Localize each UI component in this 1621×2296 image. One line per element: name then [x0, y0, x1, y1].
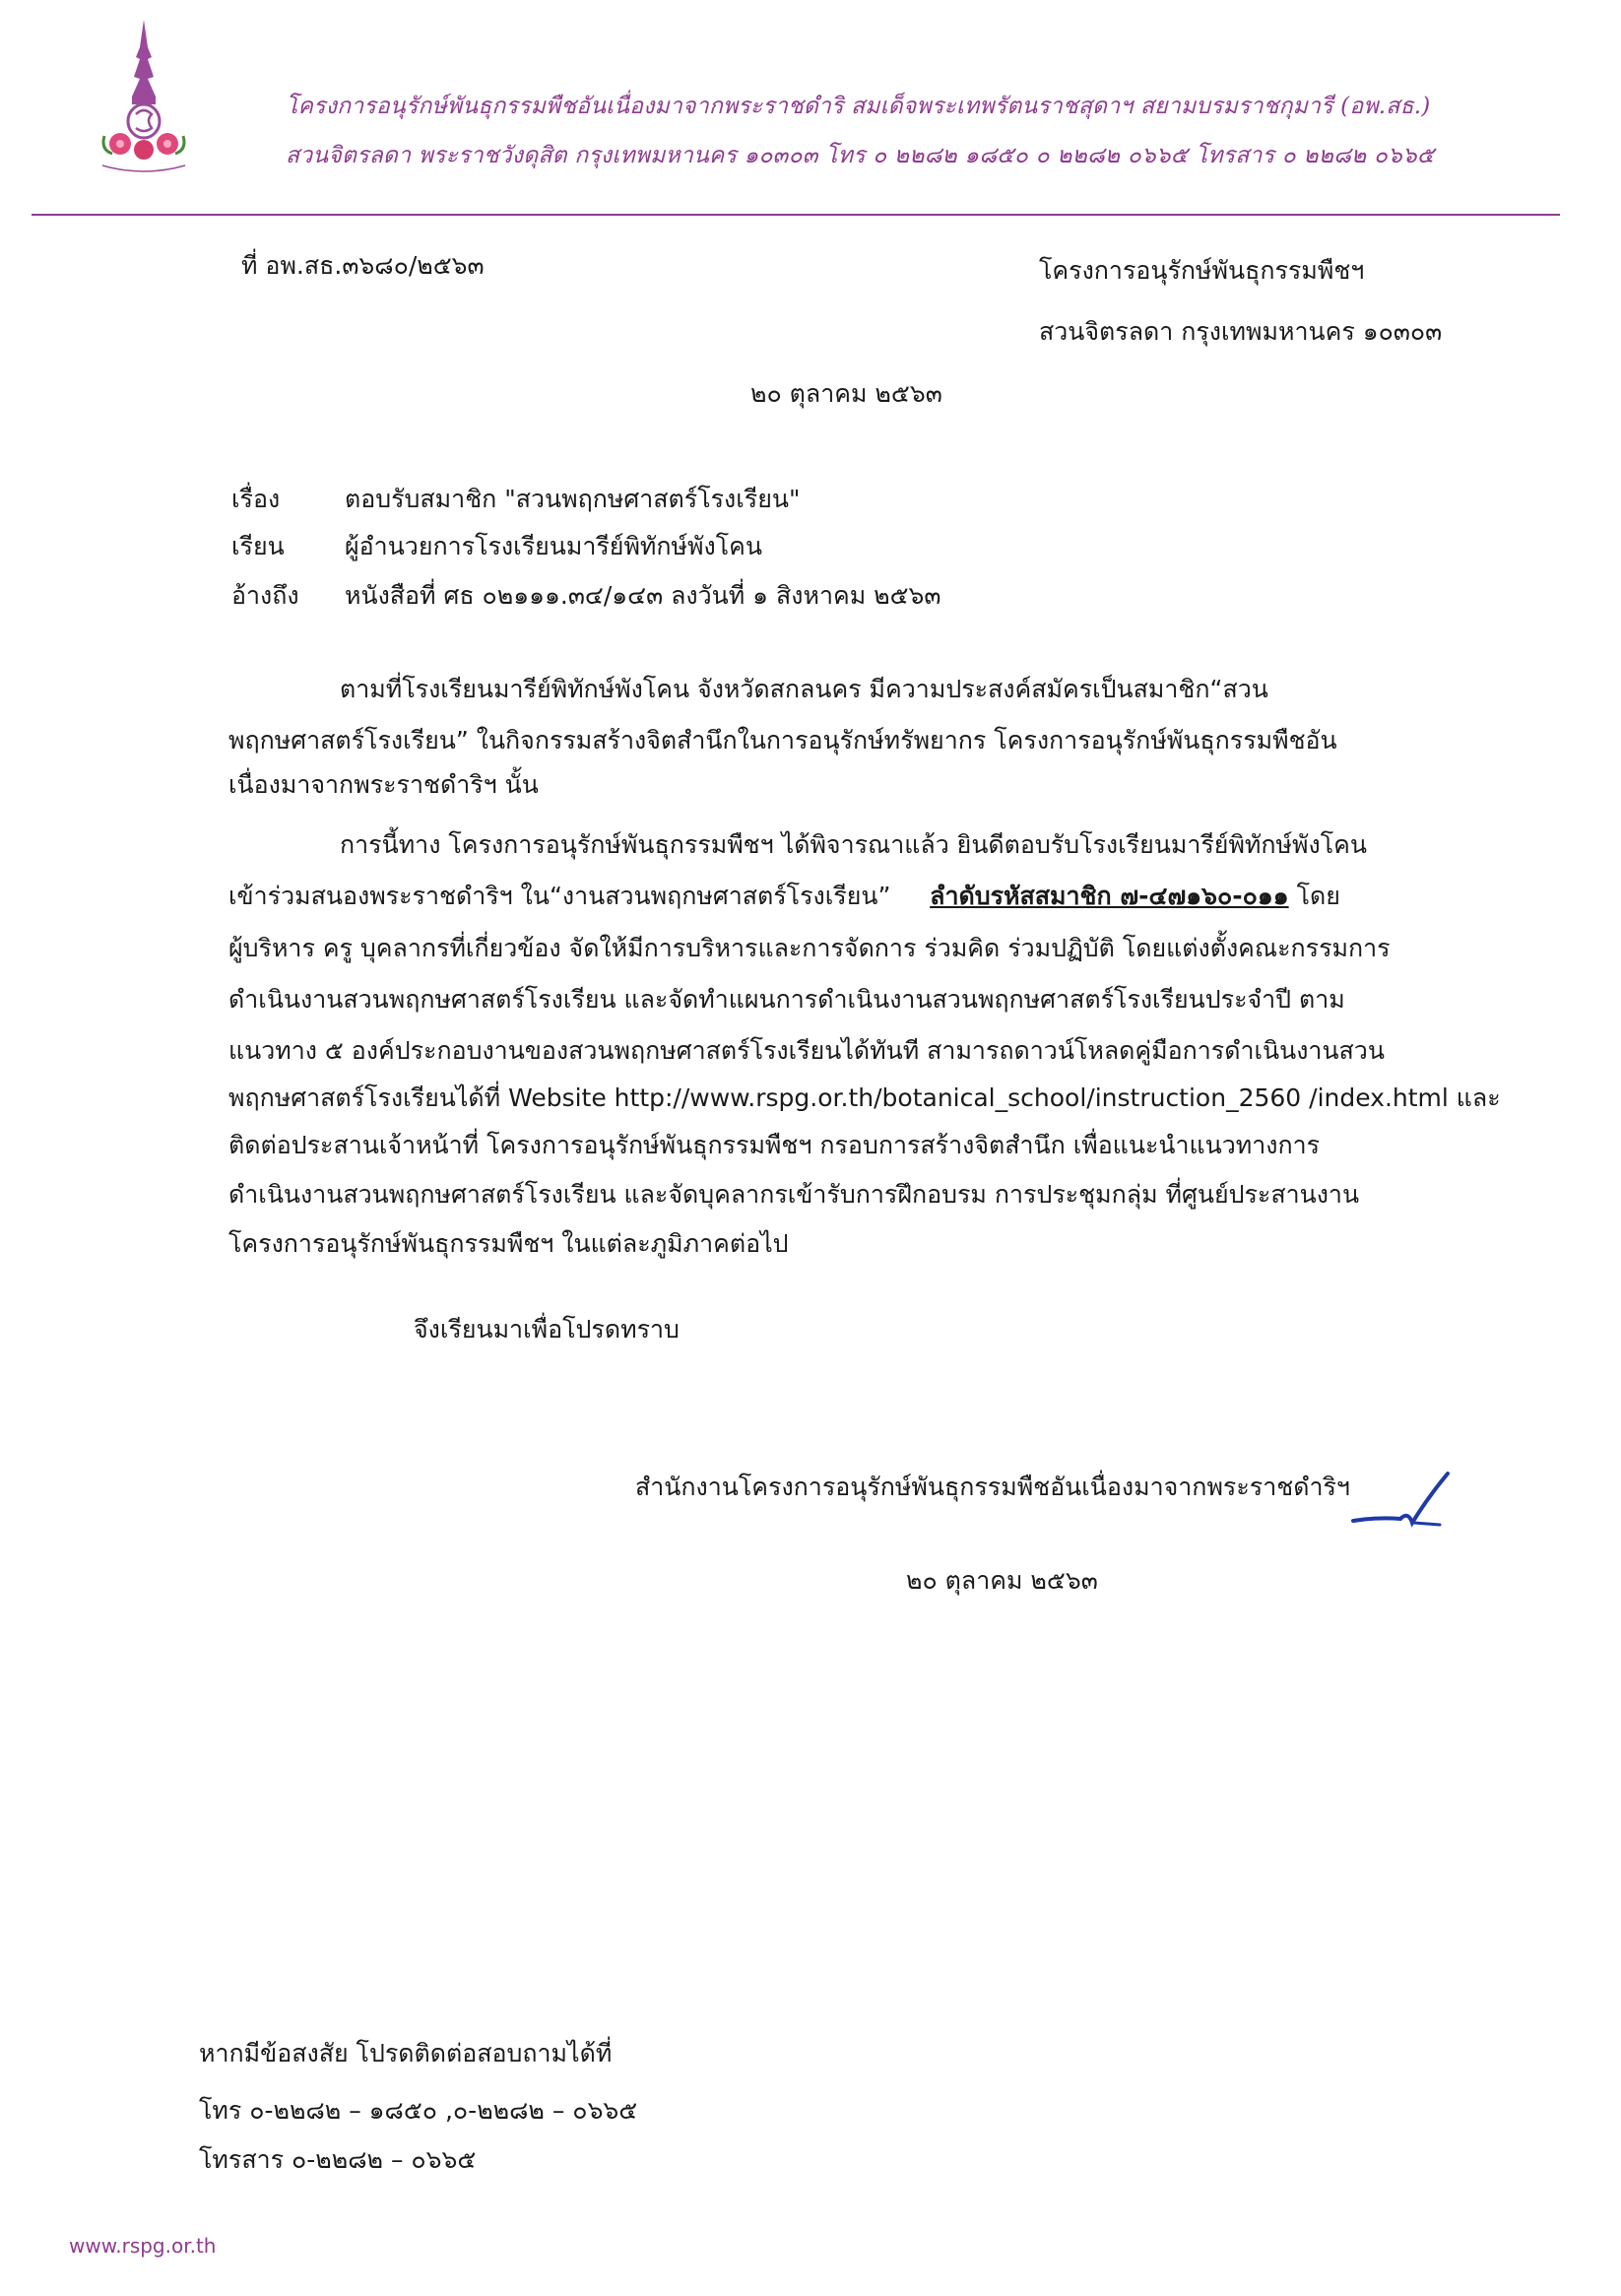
body-p2-line-1: การนี้ทาง โครงการอนุรักษ์พันธุกรรมพืชฯ ได้พิจารณาแล้ว ยินดีตอบรับโรงเรียนมารีย์พิทักษ์พังโคน — [340, 830, 1367, 859]
signature-date: ๒๐ ตุลาคม ๒๕๖๓ — [906, 1566, 1098, 1595]
reference-number: ที่ อพ.สธ.๓๖๘๐/๒๕๖๓ — [241, 251, 485, 280]
contact-intro: หากมีข้อสงสัย โปรดติดต่อสอบถามได้ที่ — [199, 2039, 613, 2067]
body-p2-line-2-post: โดย — [1296, 882, 1340, 910]
footer-url[interactable]: www.rspg.or.th — [69, 2234, 217, 2258]
reference: หนังสือที่ ศธ ๐๒๑๑๑.๓๔/๑๔๓ ลงวันที่ ๑ สิงหาคม ๒๕๖๓ — [345, 581, 941, 610]
recipient: ผู้อำนวยการโรงเรียนมารีย์พิทักษ์พังโคน — [345, 532, 762, 560]
to-label: เรียน — [231, 532, 285, 560]
body-p2-line-2-pre: เข้าร่วมสนองพระราชดำริฯ ใน“งานสวนพฤกษศาสตร์โรงเรียน” — [228, 882, 891, 910]
contact-phone: โทร ๐-๒๒๘๒ – ๑๘๕๐ ,๐-๒๒๘๒ – ๐๖๖๕ — [199, 2096, 638, 2125]
letterhead-line-1: โครงการอนุรักษ์พันธุกรรมพืชอันเนื่องมาจากพระราชดำริ สมเด็จพระเทพรัตนราชสุดาฯ สยามบรมราชกุมารี (อพ.สธ.) — [286, 94, 1431, 119]
body-p2-line-7: ติดต่อประสานเจ้าหน้าที่ โครงการอนุรักษ์พันธุกรรมพืชฯ กรอบการสร้างจิตสำนึก เพื่อแนะนำแนวทางการ — [228, 1131, 1321, 1159]
reference-label: อ้างถึง — [231, 581, 299, 610]
subject-label: เรื่อง — [231, 485, 281, 513]
rspg-logo — [98, 18, 189, 185]
subject: ตอบรับสมาชิก "สวนพฤกษศาสตร์โรงเรียน" — [345, 485, 801, 513]
body-p2-line-3: ผู้บริหาร ครู บุคลากรที่เกี่ยวข้อง จัดให้มีการบริหารและการจัดการ ร่วมคิด ร่วมปฏิบัติ โดยแต่งตั้งคณะกรรมการ — [228, 934, 1391, 962]
contact-fax: โทรสาร ๐-๒๒๘๒ – ๐๖๖๕ — [199, 2145, 477, 2174]
letterhead-line-2: สวนจิตรลดา พระราชวังดุสิต กรุงเทพมหานคร ๑๐๓๐๓ โทร ๐ ๒๒๘๒ ๑๘๕๐ ๐ ๒๒๘๒ ๐๖๖๕ โทรสาร ๐ ๒๒๘๒ ๐๖๖๕ — [286, 143, 1435, 168]
body-p1-line-2: พฤกษศาสตร์โรงเรียน” ในกิจกรรมสร้างจิตสำนึกในการอนุรักษ์ทรัพยากร โครงการอนุรักษ์พันธุกรรมพืชอัน — [228, 726, 1337, 754]
body-p2-line-4: ดำเนินงานสวนพฤกษศาสตร์โรงเรียน และจัดทำแผนการดำเนินงานสวนพฤกษศาสตร์โรงเรียนประจำปี ตาม — [228, 985, 1345, 1014]
signature-mark — [1349, 1468, 1458, 1537]
body-p2-line-2 — [228, 882, 1340, 911]
sender-address: สวนจิตรลดา กรุงเทพมหานคร ๑๐๓๐๓ — [1039, 317, 1443, 346]
signature-org: สำนักงานโครงการอนุรักษ์พันธุกรรมพืชอันเนื่องมาจากพระราชดำริฯ — [635, 1473, 1350, 1501]
body-p1-line-1: ตามที่โรงเรียนมารีย์พิทักษ์พังโคน จังหวัดสกลนคร มีความประสงค์สมัครเป็นสมาชิก“สวน — [340, 675, 1268, 703]
body-p2-line-6: พฤกษศาสตร์โรงเรียนได้ที่ Website http://www.rspg.or.th/botanical_school/instruction_2560 /index.html และ — [228, 1083, 1501, 1112]
letterhead-divider — [32, 214, 1560, 216]
letter-date: ๒๐ ตุลาคม ๒๕๖๓ — [750, 379, 942, 408]
closing: จึงเรียนมาเพื่อโปรดทราบ — [414, 1315, 680, 1344]
member-code: ลำดับรหัสสมาชิก ๗-๔๗๑๖๐-๐๑๑ — [930, 882, 1289, 910]
body-p2-line-8: ดำเนินงานสวนพฤกษศาสตร์โรงเรียน และจัดบุคลากรเข้ารับการฝึกอบรม การประชุมกลุ่ม ที่ศูนย์ประสานงาน — [228, 1180, 1360, 1209]
body-p2-line-5: แนวทาง ๕ องค์ประกอบงานของสวนพฤกษศาสตร์โรงเรียนได้ทันที สามารถดาวน์โหลดคู่มือการดำเนินงานสวน — [228, 1036, 1385, 1065]
body-p1-line-3: เนื่องมาจากพระราชดำริฯ นั้น — [228, 770, 539, 799]
sender-org: โครงการอนุรักษ์พันธุกรรมพืชฯ — [1039, 256, 1365, 285]
body-p2-line-9: โครงการอนุรักษ์พันธุกรรมพืชฯ ในแต่ละภูมิภาคต่อไป — [228, 1229, 789, 1258]
